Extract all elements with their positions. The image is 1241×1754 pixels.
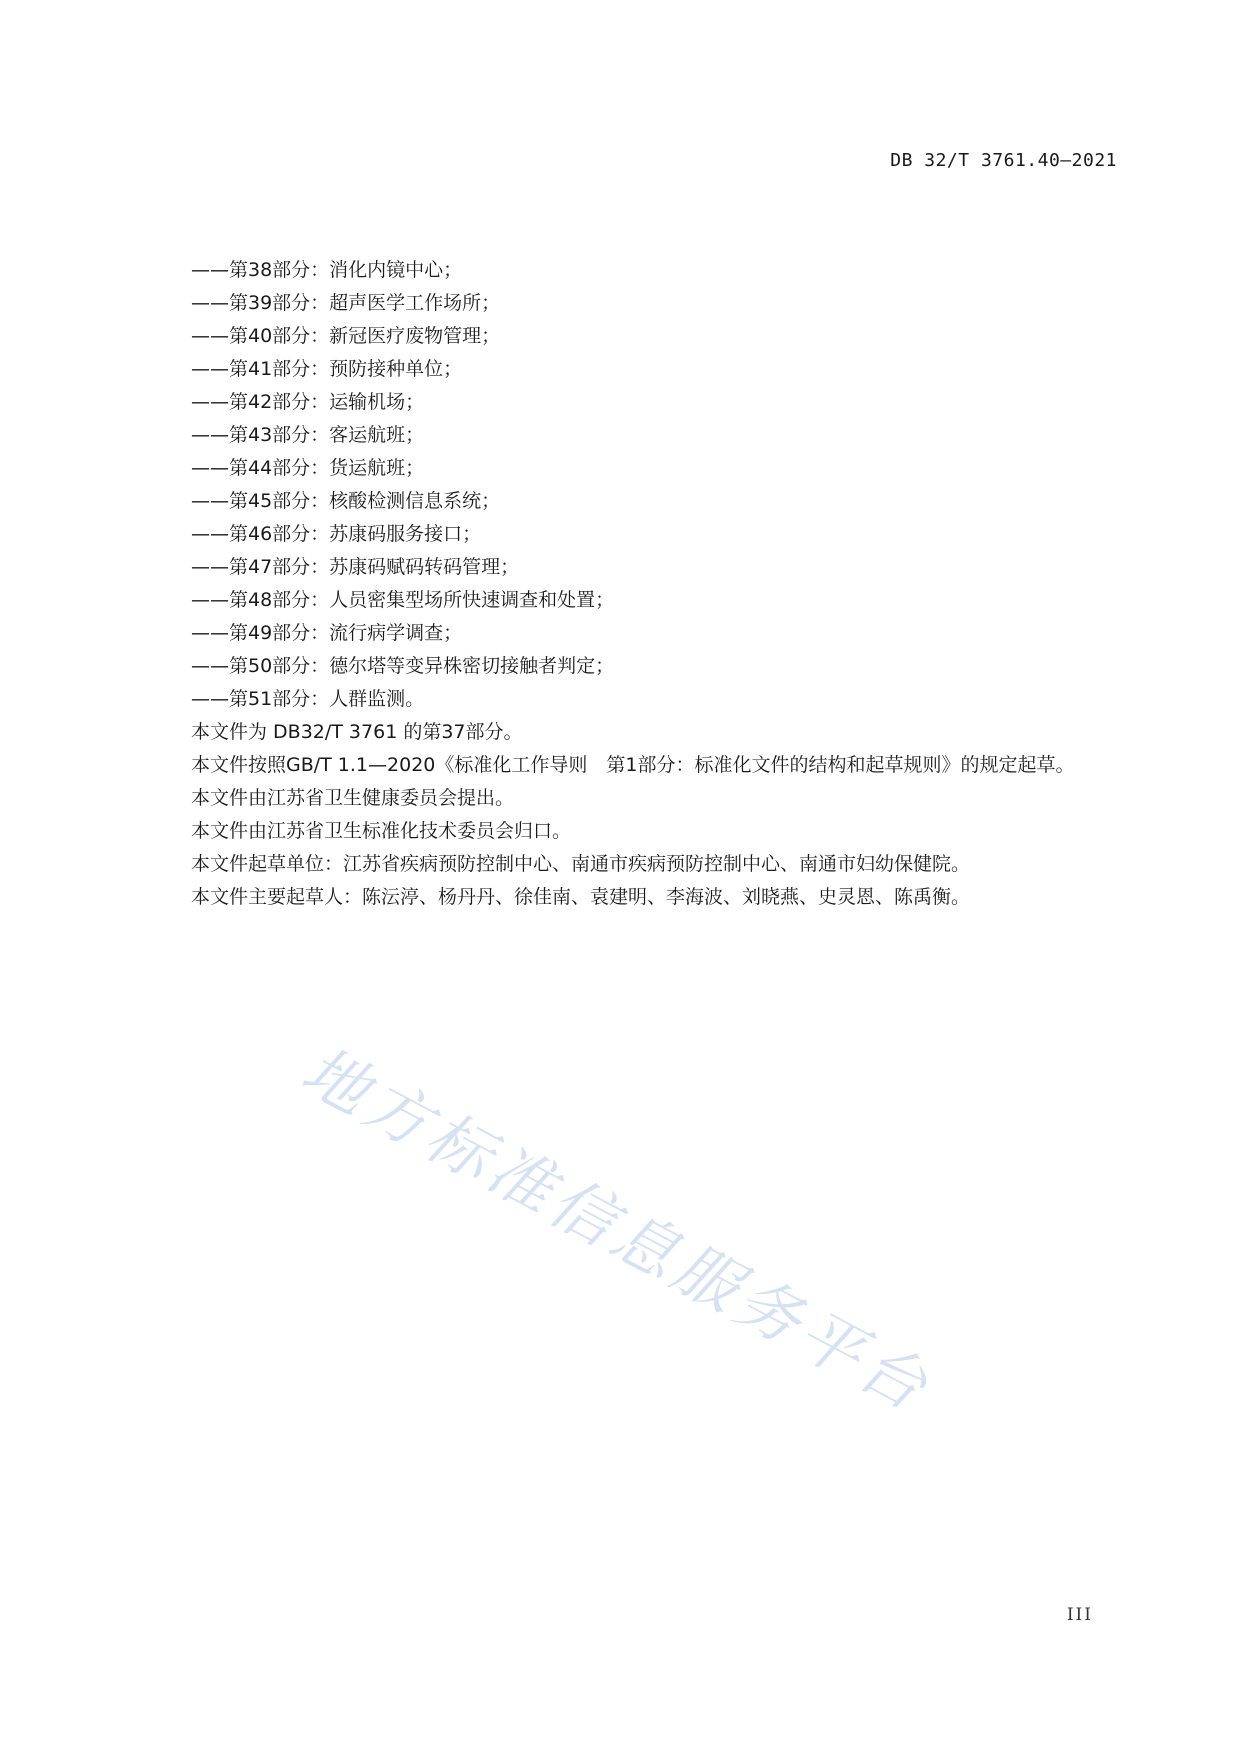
part-list-item: ——第38部分：消化内镜中心； (191, 259, 463, 281)
part-list-item: ——第39部分：超声医学工作场所； (191, 292, 501, 314)
committee-statement: 本文件由江苏省卫生标准化技术委员会归口。 (191, 820, 572, 842)
part-list-item: ——第44部分：货运航班； (191, 457, 425, 479)
part-list-item: ——第43部分：客运航班； (191, 424, 425, 446)
part-number-statement: 本文件为 DB32/T 3761 的第37部分。 (191, 721, 523, 743)
drafting-rules-statement: 本文件按照GB/T 1.1—2020《标准化工作导则 第1部分：标准化文件的结构和起草规则》的规定起草。 (191, 754, 1075, 776)
part-list-item: ——第50部分：德尔塔等变异株密切接触者判定； (191, 655, 615, 677)
part-list-item: ——第41部分：预防接种单位； (191, 358, 463, 380)
part-list-item: ——第51部分：人群监测。 (191, 688, 425, 710)
part-list-item: ——第49部分：流行病学调查； (191, 622, 463, 644)
part-list-item: ——第47部分：苏康码赋码转码管理； (191, 556, 520, 578)
proposer-statement: 本文件由江苏省卫生健康委员会提出。 (191, 787, 515, 809)
document-code: DB 32/T 3761.40—2021 (890, 150, 1117, 171)
watermark: 地方标准信息服务平台 (289, 1033, 943, 1428)
part-list-item: ——第42部分：运输机场； (191, 391, 425, 413)
page-number: III (1066, 1605, 1093, 1625)
part-list-item: ——第45部分：核酸检测信息系统； (191, 490, 501, 512)
document-body (148, 254, 1116, 914)
part-list-item: ——第46部分：苏康码服务接口； (191, 523, 482, 545)
drafters-statement: 本文件主要起草人：陈沄渟、杨丹丹、徐佳南、袁建明、李海波、刘晓燕、史灵恩、陈禹衡。 (191, 886, 971, 908)
drafting-units-statement: 本文件起草单位：江苏省疾病预防控制中心、南通市疾病预防控制中心、南通市妇幼保健院。 (191, 853, 971, 875)
part-list-item: ——第48部分：人员密集型场所快速调查和处置； (191, 589, 615, 611)
part-list-item: ——第40部分：新冠医疗废物管理； (191, 325, 501, 347)
